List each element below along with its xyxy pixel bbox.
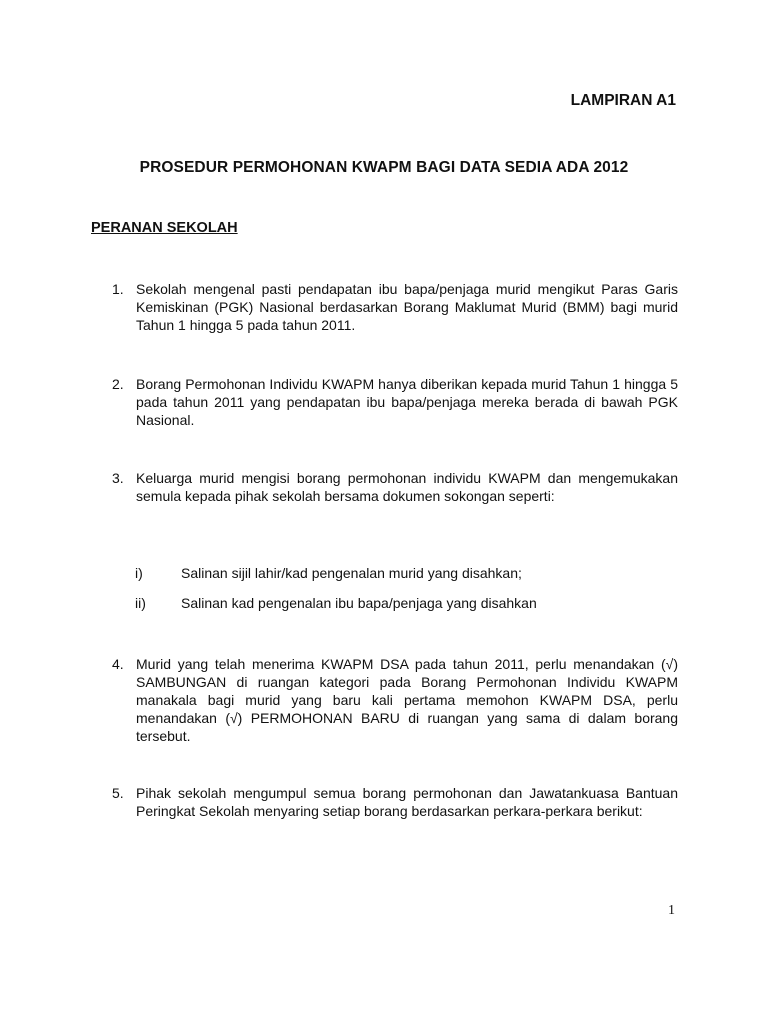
list-item-text: Borang Permohonan Individu KWAPM hanya diberikan kepada murid Tahun 1 hingga 5 pada tahun 2011 yang pendapatan ibu bapa/penjaga mereka berada di bawah PGK Nasional.: [136, 376, 678, 428]
document-title: PROSEDUR PERMOHONAN KWAPM BAGI DATA SEDIA ADA 2012: [139, 159, 629, 176]
list-item-number: 2.: [112, 376, 124, 392]
list-item-text: Pihak sekolah mengumpul semua borang permohonan dan Jawatankuasa Bantuan Peringkat Sekolah menyaring setiap borang berdasarkan perkara-perkara berikut:: [136, 785, 678, 819]
list-item-number: 5.: [112, 785, 124, 801]
sub-item-ii: [135, 594, 675, 612]
sub-item-numeral: ii): [135, 595, 146, 611]
list-item-text: Sekolah mengenal pasti pendapatan ibu bapa/penjaga murid mengikut Paras Garis Kemiskinan (PGK) Nasional berdasarkan Borang Maklumat Murid (BMM) bagi murid Tahun 1 hingga 5 pada tahun 2011.: [136, 281, 678, 333]
sub-item-text: Salinan kad pengenalan ibu bapa/penjaga yang disahkan: [181, 595, 537, 611]
list-item-number: 4.: [112, 656, 124, 672]
list-item-text: Keluarga murid mengisi borang permohonan individu KWAPM dan mengemukakan semula kepada pihak sekolah bersama dokumen sokongan seperti:: [136, 470, 678, 504]
page-number: 1: [668, 903, 675, 918]
list-item-4: [112, 655, 678, 745]
list-item-number: 1.: [112, 281, 124, 297]
list-item-number: 3.: [112, 470, 124, 486]
list-item-text: Murid yang telah menerima KWAPM DSA pada tahun 2011, perlu menandakan (√) SAMBUNGAN di ruangan kategori pada Borang Permohonan Individu KWAPM manakala bagi murid yang baru kali pertama memohon KWAPM DSA, perlu menandakan (√) PERMOHONAN BARU di ruangan yang sama di dalam borang tersebut.: [136, 656, 678, 744]
list-item-3: [112, 469, 678, 505]
sub-item-i: [135, 564, 675, 582]
list-item-2: [112, 375, 678, 429]
sub-item-text: Salinan sijil lahir/kad pengenalan murid yang disahkan;: [181, 565, 522, 581]
section-heading: PERANAN SEKOLAH: [91, 220, 238, 236]
annex-label: LAMPIRAN A1: [570, 92, 676, 109]
list-item-1: [112, 280, 678, 334]
sub-item-numeral: i): [135, 565, 143, 581]
list-item-5: [112, 784, 678, 820]
